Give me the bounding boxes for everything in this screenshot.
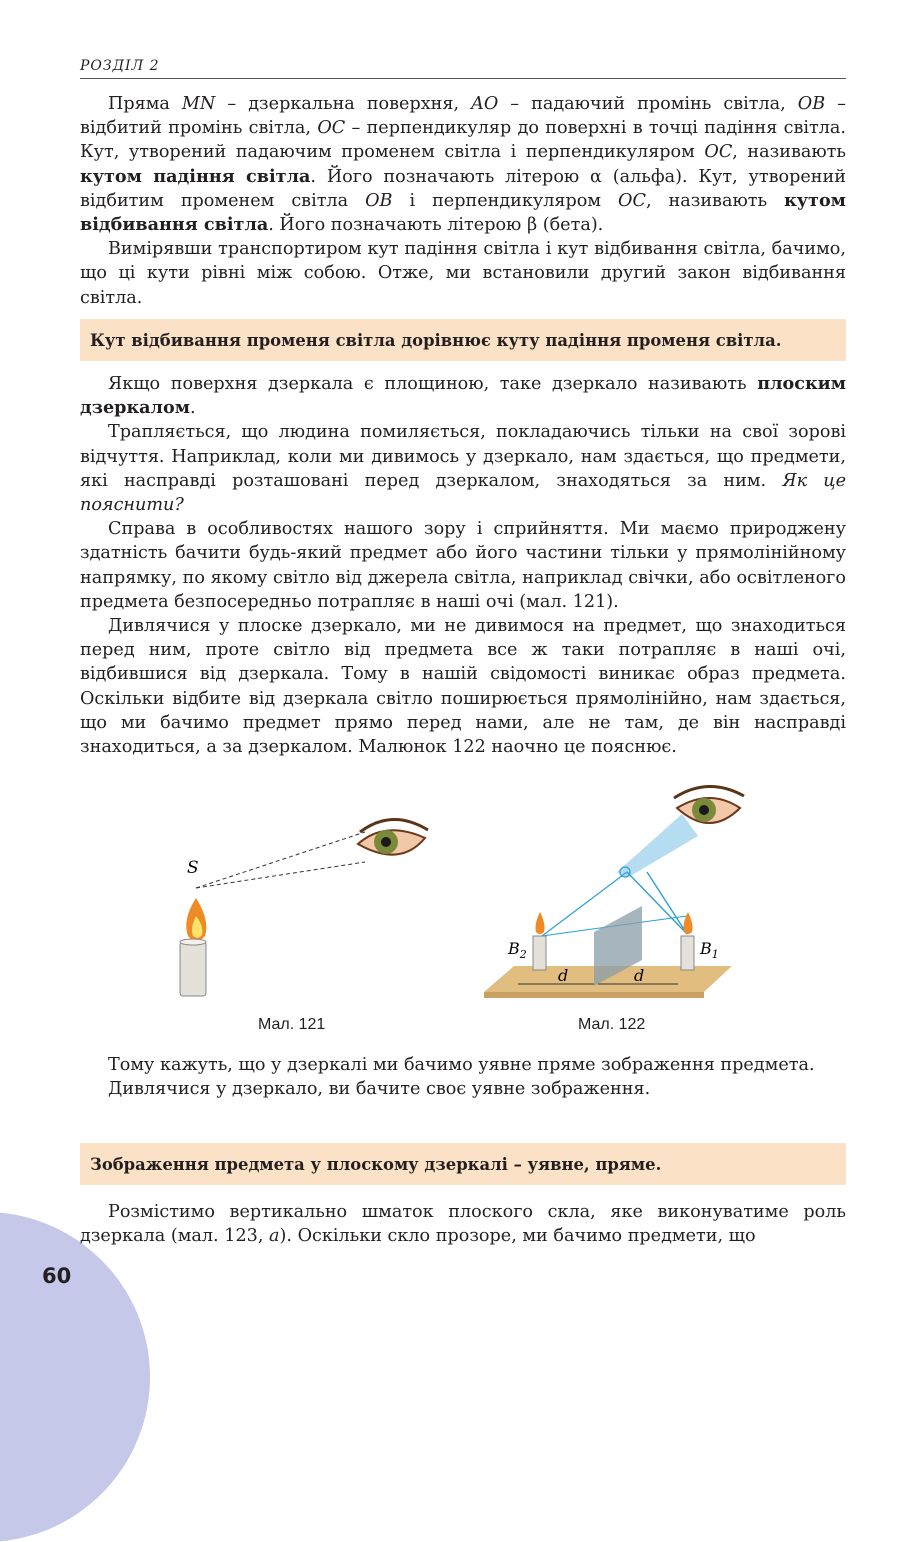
section-header: РОЗДІЛ 2 — [80, 58, 846, 79]
highlight-rule-1: Кут відбивання променя світла дорівнює куту падіння променя світла. — [80, 319, 846, 361]
paragraph-5: Справа в особливостях нашого зору і сприйняття. Ми маємо природжену здатність бачити будь-який предмет або його частини тільки у прямолінійному напрямку, по якому світло від джерела світла, наприклад свічки, або освітленого предмета безпосередньо потрапляє в наші очі (мал. 121). — [80, 519, 846, 612]
caption-fig-122: Мал. 122 — [578, 1016, 646, 1033]
candle-b1-icon — [681, 912, 694, 970]
eye-icon — [358, 819, 428, 854]
paragraph-8: Дивлячися у дзеркало, ви бачите своє уявне зображення. — [108, 1079, 651, 1100]
label-d-left: d — [558, 966, 569, 985]
figure-121 — [160, 780, 450, 1020]
candle-body — [180, 942, 206, 996]
page-number: 60 — [42, 1264, 72, 1288]
board-edge — [484, 992, 704, 998]
figure-122 — [482, 786, 752, 1016]
label-b2: $B_2$ — [508, 939, 527, 961]
candle-b2-icon — [533, 912, 546, 970]
body-text-middle — [80, 372, 846, 759]
caption-fig-121: Мал. 121 — [258, 1016, 326, 1033]
label-d-right: d — [634, 966, 645, 985]
highlight-rule-2: Зображення предмета у плоскому дзеркалі – уявне, пряме. — [80, 1143, 846, 1185]
paragraph-2: Вимірявши транспортиром кут падіння світла і кут відбивання світла, бачимо, що ці кути рівні між собою. Отже, ми встановили другий закон відбивання світла. — [80, 239, 846, 308]
paragraph-6: Дивлячися у плоске дзеркало, ми не дивимося на предмет, що знаходиться перед ним, проте світло від предмета все ж таки потрапляє в наші очі, відбившися від дзеркала. Тому в нашій свідомості виникає образ предмета. Оскільки відбите від дзеркала світло поширюється прямолінійно, нам здається, що ми бачимо предмет прямо перед нами, але не там, де він насправді знаходиться, а за дзеркалом. Малюнок 122 наочно це пояснює. — [80, 616, 846, 758]
label-s: S — [187, 858, 199, 878]
body-text-top — [80, 92, 846, 310]
label-b1: $B_1$ — [700, 939, 719, 961]
paragraph-7: Тому кажуть, що у дзеркалі ми бачимо уявне пряме зображення предмета. — [108, 1055, 815, 1075]
incident-ray — [647, 872, 687, 934]
sight-line-lower — [196, 862, 365, 888]
sight-line-upper — [196, 832, 365, 888]
body-text-bottom — [80, 1200, 846, 1248]
paragraph-1: Пряма MN – дзеркальна поверхня, AO – падаючий промінь світла, OB – відбитий промінь світла, OC – перпендикуляр до поверхні в точці падіння світла. Кут, утворений падаючим променем світла і перпендикуляром OC, називають кутом падіння світла. Його позначають літерою α (альфа). Кут, утворений відбитим променем світла OB і перпендикуляром OC, називають кутом відбивання світла. Його позначають літерою β (бета). — [80, 94, 846, 236]
page-corner-decoration — [0, 1212, 150, 1542]
candle-flame-icon — [186, 898, 206, 941]
paragraph-3: Якщо поверхня дзеркала є площиною, таке дзеркало називають плоским дзеркалом. — [80, 373, 846, 419]
paragraph-4: Трапляється, що людина помиляється, покладаючись тільки на свої зорові відчуття. Наприклад, коли ми дивимось у дзеркало, нам здається, що предмети, які насправді розташовані перед дзеркалом, знаходяться за ним. Як це пояснити? — [80, 422, 846, 516]
paragraph-9: Розмістимо вертикально шматок плоского скла, яке виконуватиме роль дзеркала (мал. 123, а). Оскільки скло прозоре, ми бачимо предмети, що — [80, 1202, 846, 1247]
body-text-lower — [80, 1053, 846, 1101]
